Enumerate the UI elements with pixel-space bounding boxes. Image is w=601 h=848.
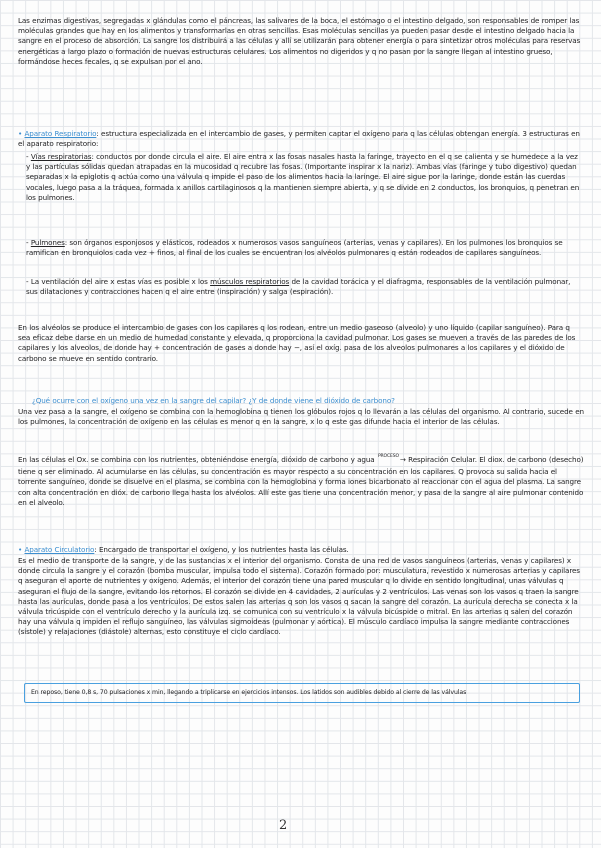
vias-paragraph bbox=[26, 152, 582, 203]
bullet-dot: • bbox=[18, 545, 25, 554]
ventilacion-post: de la cavidad torácica y el diafragma, responsables de la ventilación pulmonar, sus dilataciones y contracciones hacen q el aire entre (inspiración) y salga (espiración). bbox=[26, 277, 571, 297]
celulas-paragraph: En las células el Ox. se combina con los nutrientes, obteniéndose energía, dióxido de carbono y agua $^{PROCESO}$→ Respiración Celular. El diox. de carbono (desecho) tiene q ser eliminado. Al acumularse en las células, su concentración es mayor respecto a su concentración en los capilares. Q provoca su salida hacia el torrente sanguíneo, donde se disuelve en el plasma, se combina con la hemoglobina y forma iones bicarbonato al reaccionar con el agua del plasma. La sangre con alta concentración en dióx. de carbono llega hasta los alvéolos. Allí este gas tiene una concentración menor, y pasa de la sangre al aire pulmonar contenido en el alveolo. bbox=[18, 454, 584, 507]
circulatory-heading: Aparato Circulatorio bbox=[24, 545, 95, 554]
vias-text: : conductos por donde circula el aire. El aire entra x las fosas nasales hasta la faringe, trayecto en el q se calienta y se humedece a la vez y las partículas sólidas quedan atrapadas en la mucosidad q recubre las fosas. (Importante inspirar x la nariz). Ambas vías (faringe y tubo digestivo) quedan separadas x la epiglotis q actúa como una válvula q impide el paso de los alimentos hacia la laringe. El aire sigue por la laringe, donde están las cuerdas vocales, luego pasa a la tráquea, formada x anillos cartilaginosos q la mantienen siempre abierta, y q se divide en 2 conductos, los bronquios, q penetran en los pulmones. bbox=[26, 152, 580, 202]
alveolos-paragraph: En los alvéolos se produce el intercambio de gases con los capilares q los rodean, entre un medio gaseoso (alveolo) y uno líquido (capilar sanguíneo). Para q sea eficaz debe darse en un medio de humedad constante y elevada, q proporciona la cavidad pulmonar. Los gases se mueven a través de las paredes de los capilares y los alveolos, de donde hay + concentración de gases a donde hay −, así el oxíg. pasa de los alveolos pulmonares a los capilares y el dióxido de carbono se mueve en sentido contrario. bbox=[18, 323, 576, 363]
boxed-note: En reposo, tiene 0,8 s, 70 pulsaciones x min, llegando a triplicarse en ejercicios intensos. Los latidos son audibles debido al cierre de las válvulas bbox=[24, 683, 580, 703]
proceso-label: PROCESO bbox=[377, 454, 399, 459]
circulatory-intro-text: : Encargado de transportar el oxígeno, y los nutrientes hasta las células. bbox=[94, 545, 349, 554]
respiratory-heading: Aparato Respiratorio bbox=[24, 129, 97, 138]
celulas-post: El diox. de carbono (desecho) tiene q ser eliminado. Al acumularse en las células, su concentración es mayor respecto a su concentración en los capilares. Q provoca su salida hacia el torrente sanguíneo, donde se disuelve en el plasma, se combina con la hemoglobina y forma iones bicarbonato al reaccionar con el agua del plasma. La sangre con alta concentración en dióx. de carbono llega hasta los alvéolos. Allí este gas tiene una concentración menor, y pasa de la sangre al aire pulmonar contenido en el alveolo. bbox=[18, 455, 584, 507]
vias-heading: Vías respiratorias bbox=[30, 152, 92, 161]
page-number: 2 bbox=[279, 818, 288, 833]
ventilacion-paragraph bbox=[26, 277, 582, 297]
pulmones-heading: Pulmones bbox=[30, 238, 65, 247]
respiratory-intro-text: : estructura especializada en el intercambio de gases, y permiten captar el oxígeno para q las células obtengan energía. 3 estructuras en el aparato respiratorio: bbox=[18, 129, 580, 149]
arrow-icon: → bbox=[399, 455, 406, 464]
circulatory-body: Es el medio de transporte de la sangre, y de las sustancias x el interior del organismo. Consta de una red de vasos sanguíneos (arterias, venas y capilares) x donde circula la sangre y el corazón (bomba muscular, impulsa todo el sistema). Corazón formado por: musculatura, revestido x numerosas arterias y capilares q aseguran el aporte de nutrientes y oxígeno. Además, el interior del corazón tiene una pared muscular q lo divide en sentido longitudinal, unas válvulas q aseguran el flujo de la sangre, evitando los retornos. El corazón se divide en 4 cavidades, 2 aurículas y 2 ventrículos. Las venas son los vasos q traen la sangre hasta las aurículas, donde pasa a los ventrículos. De estos salen las arterias q son los vasos q sacan la sangre del corazón. La aurícula derecha se conecta x la válvula tricúspide con el ventrículo derecho y la aurícula izq. se comunica con su ventrículo x la válvula bicúspide o mitral. En las arterias q salen del corazón hay una válvula q impiden el reflujo sanguíneo, las válvulas sigmoideas (pulmonar y aórtica). El músculo cardíaco impulsa la sangre mediante contracciones (sístole) y relajaciones (diástole) alternas, esto constituye el ciclo cardíaco. bbox=[18, 556, 580, 637]
respiracion-term: Respiración bbox=[408, 455, 449, 464]
question-line: ¿Qué ocurre con el oxígeno una vez en la sangre del capilar? ¿Y de donde viene el dióxido de carbono? bbox=[32, 396, 395, 405]
circulatory-section-intro bbox=[18, 545, 584, 555]
dash: - bbox=[26, 238, 31, 247]
pulmones-text: : son órganos esponjosos y elásticos, rodeados x numerosos vasos sanguíneos (arterias, venas y capilares). En los pulmones los bronquios se ramifican en bronquiolos cada vez + finos, al final de los cuales se encuentran los alvéolos pulmonares q están rodeados de capilares sanguíneos. bbox=[26, 238, 563, 258]
respiratory-section-intro bbox=[18, 129, 584, 149]
celular-term: Celular bbox=[450, 455, 475, 464]
ventilacion-pre: La ventilación del aire x estas vías es posible x los bbox=[30, 277, 208, 286]
pulmones-paragraph bbox=[26, 238, 582, 258]
celulas-pre: En las células el Ox. se combina con los nutrientes, obteniéndose energía, dióxido de carbono y agua bbox=[18, 455, 375, 464]
dash: - bbox=[26, 152, 31, 161]
musculos-respiratorios-term: músculos respiratorios bbox=[210, 277, 290, 286]
dash: - bbox=[26, 277, 31, 286]
answer-paragraph: Una vez pasa a la sangre, el oxígeno se combina con la hemoglobina q tienen los glóbulos rojos q lo llevarán a las células del organismo. Al contrario, sucede en los pulmones, la concentración de oxígeno en las células es menor q en la sangre, x lo q este gas difunde hacia el interior de las células. bbox=[18, 407, 584, 427]
bullet-dot: • bbox=[18, 129, 25, 138]
intro-paragraph: Las enzimas digestivas, segregadas x glándulas como el páncreas, las salivares de la boca, el estómago o el intestino delgado, son responsables de romper las moléculas grandes que hay en los alimentos y transformarlas en otras sencillas. Esas moléculas sencillas ya pueden pasar desde el intestino delgado hacia la sangre en el proceso de absorción. La sangre los distribuirá a las células y allí se utilizarán para obtener energía o para sintetizar otros moléculas para reservas energéticas a largo plazo o formación de nuevas estructuras celulares. Los alimentos no digeridos y q no pasan por la sangre llegan al intestino grueso, formándose heces fecales, q se expulsan por el ano. bbox=[18, 16, 581, 66]
